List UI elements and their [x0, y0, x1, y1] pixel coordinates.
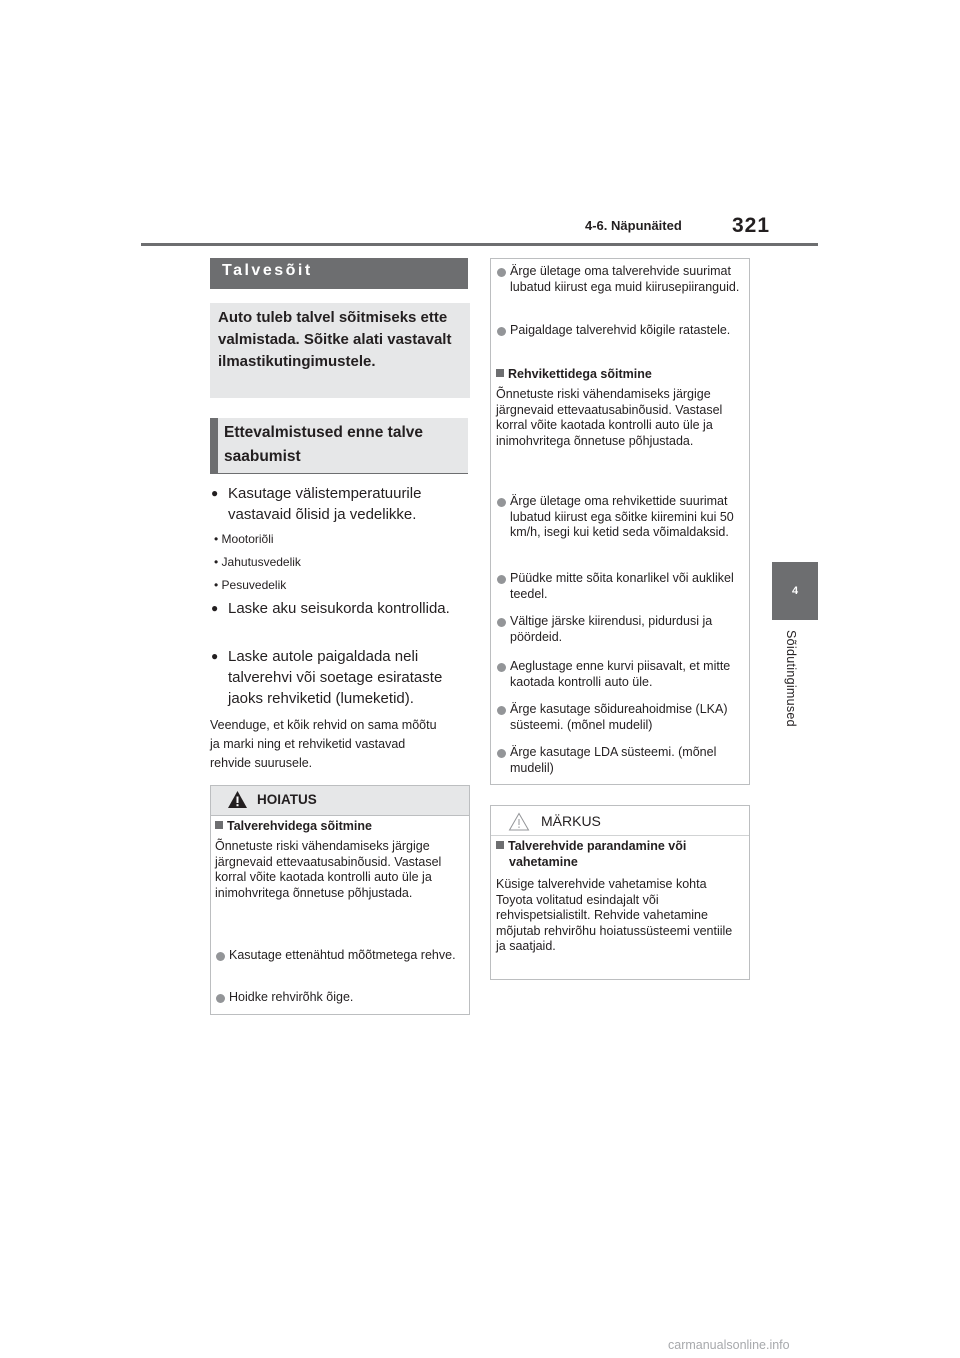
circle-bullet-icon [497, 268, 506, 277]
warning-continued-box [490, 258, 750, 785]
chapter-label: Sõidutingimused [784, 630, 798, 727]
bullet-icon: ● [211, 649, 219, 663]
circle-bullet-icon [497, 618, 506, 627]
circle-bullet-icon [497, 327, 506, 336]
square-bullet-icon [215, 821, 223, 829]
section-title: 4-6. Näpunäited [585, 218, 682, 233]
bullet-item [211, 598, 453, 619]
bullet-icon: ● [211, 601, 219, 615]
notice-heading [496, 839, 754, 870]
caution-triangle-icon [508, 812, 530, 831]
notice-text: Küsige talverehvide vahetamise kohta Toyota volitatud esindajalt või rehvispetsialistilt. Rehvide vahetamine mõjutab rehvirõhu hoiatussüsteemi ventiile ja saatjaid. [496, 877, 733, 953]
subheading-text: Ettevalmistused enne talve saabumist [224, 424, 423, 465]
page-number: 321 [732, 214, 771, 237]
notice-box [490, 805, 750, 980]
bullet-item [211, 646, 463, 709]
warning-text: Õnnetuste riski vähendamiseks järgige järgnevaid ettevaatusabinõusid. Vastasel korral võite kaotada kontrolli auto üle ja inimohvritega õnnetuse põhjustada. [215, 839, 442, 900]
tire-note-paragraph: Veenduge, et kõik rehvid on sama mõõtu ja marki ning et rehviketid vastavad rehvide suurusele. [210, 718, 437, 770]
warning-item: Aeglustage enne kurvi piisavalt, et mitte kaotada kontrolli auto üle. [510, 659, 731, 689]
warning-heading [215, 819, 460, 835]
warning-title: HOIATUS [257, 792, 317, 807]
subheading-box [210, 418, 468, 474]
warning-item: Püüdke mitte sõita konarlikel või auklikel teedel. [510, 571, 734, 601]
intro-text: Auto tuleb talvel sõitmiseks ette valmistada. Sõitke alati vastavalt ilmastikutingimustele. [218, 309, 452, 370]
warning-box [210, 785, 470, 1015]
watermark: carmanualsonline.info [668, 1338, 790, 1352]
warning-item: Ärge ületage oma rehvikettide suurimat lubatud kiirust ega sõitke kiiremini kui 50 km/h, isegi kui ketid seda võimaldaksid. [510, 494, 734, 539]
bullet-icon: ● [211, 486, 219, 500]
intro-box [210, 303, 470, 398]
bullet-item [211, 483, 453, 525]
list-item-text: Jahutusvedelik [221, 555, 301, 569]
bullet-text: Kasutage välistemperatuurile vastavaid õlisid ja vedelikke. [228, 485, 422, 523]
circle-bullet-icon [497, 575, 506, 584]
warning-item: Ärge kasutage sõidureahoidmise (LKA) süsteemi. (mõnel mudelil) [510, 702, 728, 732]
circle-bullet-icon [216, 994, 225, 1003]
list-item: • Jahutusvedelik [214, 555, 301, 569]
circle-bullet-icon [497, 498, 506, 507]
circle-bullet-icon [497, 749, 506, 758]
circle-bullet-icon [216, 952, 225, 961]
notice-heading-text: Talverehvide parandamine või vahetamine [508, 839, 687, 869]
notice-box-header [491, 806, 749, 836]
warning-item: Ärge ületage oma talverehvide suurimat lubatud kiirust ega muid kiirusepiiranguid. [510, 264, 740, 294]
subheading-accent [210, 418, 218, 473]
chapter-tab [772, 562, 818, 620]
circle-bullet-icon [497, 663, 506, 672]
warning-item: Ärge kasutage LDA süsteemi. (mõnel mudelil) [510, 745, 717, 775]
warning-item: Hoidke rehvirõhk õige. [229, 990, 354, 1004]
warning-heading-text: Talverehvidega sõitmine [227, 819, 372, 833]
circle-bullet-icon [497, 706, 506, 715]
list-item: • Mootoriõli [214, 532, 274, 546]
notice-title: MÄRKUS [541, 813, 601, 829]
section-heading-bar [210, 258, 468, 289]
warning-item: Paigaldage talverehvid kõigile ratastele. [510, 323, 731, 337]
warning-item: Kasutage ettenähtud mõõtmetega rehve. [229, 948, 456, 962]
warning-triangle-icon [227, 790, 248, 809]
list-item-text: Pesuvedelik [221, 578, 287, 592]
warning-item: Vältige järske kiirendusi, pidurdusi ja pöördeid. [510, 614, 713, 644]
chapter-number: 4 [791, 585, 799, 597]
chains-heading-text: Rehvikettidega sõitmine [508, 367, 652, 381]
square-bullet-icon [496, 841, 504, 849]
warning-box-header [211, 786, 469, 816]
list-item-text: Mootoriõli [221, 532, 274, 546]
square-bullet-icon [496, 369, 504, 377]
chains-text: Õnnetuste riski vähendamiseks järgige järgnevaid ettevaatusabinõusid. Vastasel korral võite kaotada kontrolli auto üle ja inimohvritega õnnetuse põhjustada. [496, 387, 723, 448]
list-item: • Pesuvedelik [214, 578, 287, 592]
chains-heading [496, 367, 741, 383]
section-heading: Talvesõit [222, 262, 313, 279]
bullet-text: Laske autole paigaldada neli talverehvi või soetage esirataste jaoks rehviketid (lumeketid). [228, 648, 443, 707]
bullet-text: Laske aku seisukorda kontrollida. [228, 600, 450, 617]
header-rule [141, 243, 818, 246]
